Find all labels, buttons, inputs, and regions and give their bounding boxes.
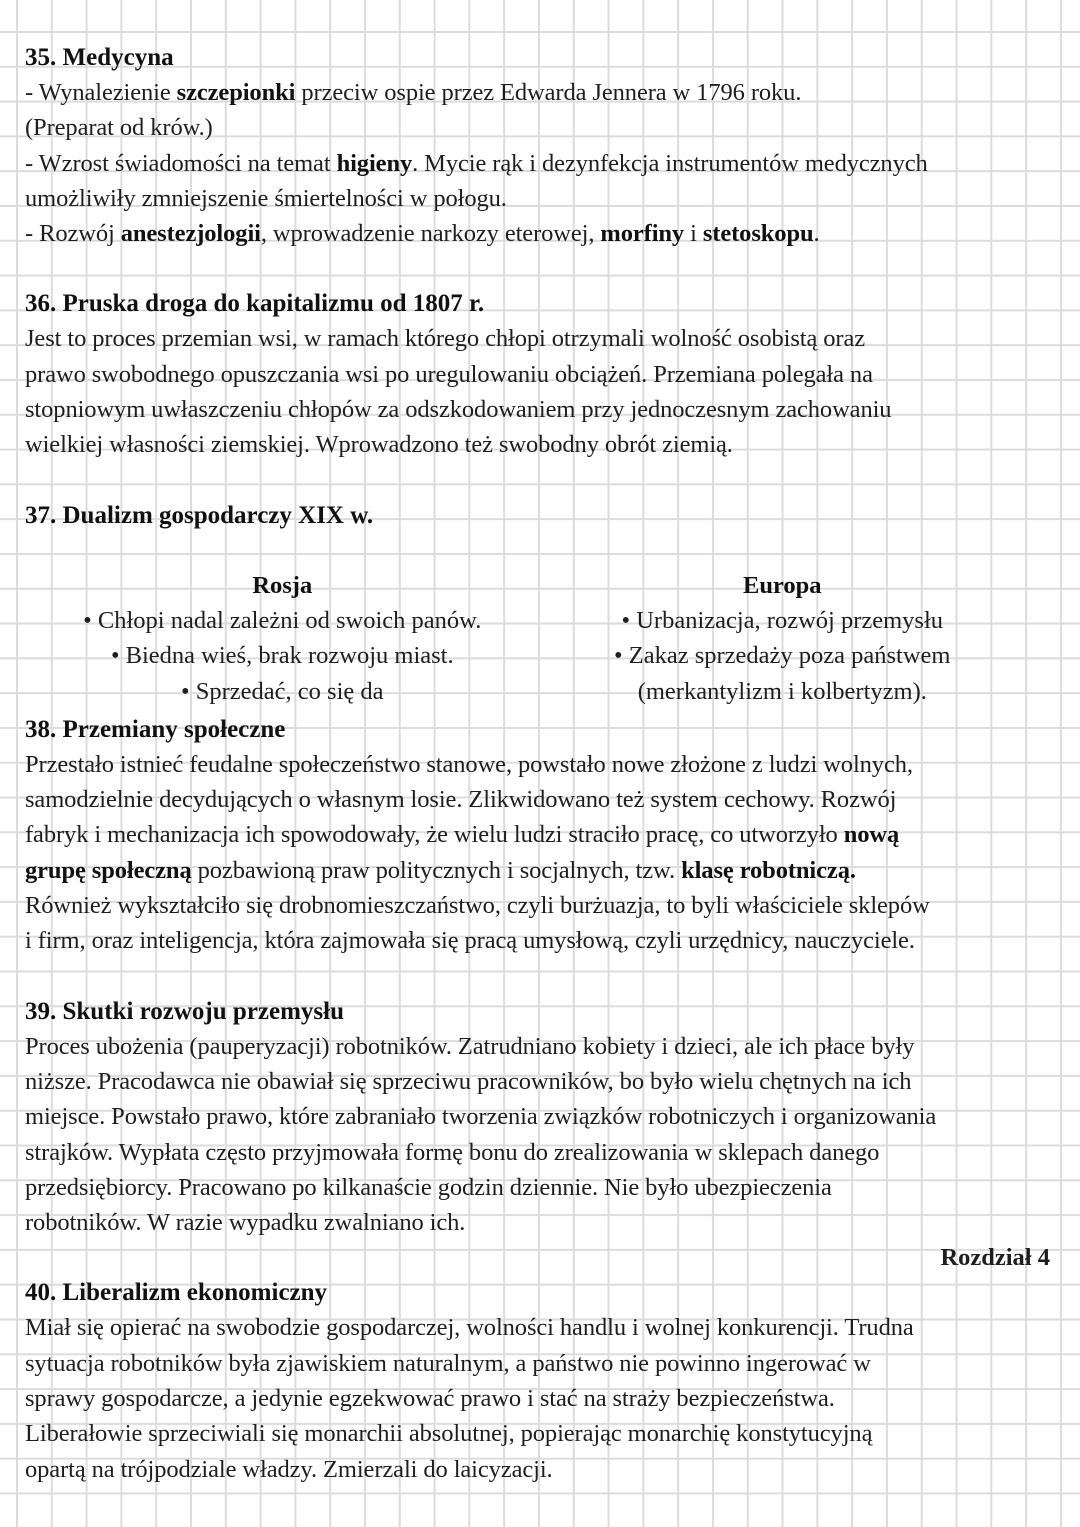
text-line: i firm, oraz inteligencja, która zajmowała się pracą umysłową, czyli urzędnicy, nauczyciele.: [25, 927, 915, 955]
notes-page: [25, 40, 1070, 1487]
column-rosja: [25, 568, 540, 709]
section-heading: 40. Liberalizm ekonomiczny: [25, 1279, 328, 1307]
text-line: Przestało istnieć feudalne społeczeństwo stanowe, powstało nowe złożone z ludzi wolnych,: [25, 750, 913, 778]
spacer: [25, 463, 1070, 498]
text-line: Miał się opierać na swobodzie gospodarczej, wolności handlu i wolnej konkurencji. Trudna: [25, 1314, 914, 1342]
text-line: robotników. W razie wypadku zwalniano ich.: [25, 1209, 466, 1237]
text-line: grupę społeczną pozbawioną praw politycznych i socjalnych, tzw. klasę robotniczą.: [25, 856, 856, 884]
section-37: [25, 498, 1070, 709]
text-line: sytuacja robotników była zjawiskiem naturalnym, a państwo nie powinno ingerować w: [25, 1349, 871, 1377]
chapter-label: Rozdział 4: [940, 1244, 1050, 1272]
text-line: niższe. Pracodawca nie obawiał się sprzeciwu pracowników, bo było wielu chętnych na ich: [25, 1067, 912, 1095]
section-38: [25, 712, 1070, 959]
section-35: [25, 40, 1070, 251]
column-title: Rosja: [252, 571, 313, 599]
text-line: - Wynalezienie szczepionki przeciw ospie przez Edwarda Jennera w 1796 roku.: [25, 79, 802, 106]
text-line: prawo swobodnego opuszczania wsi po uregulowaniu obciążeń. Przemiana polegała na: [25, 360, 873, 388]
spacer: [25, 959, 1070, 994]
column-title: Europa: [743, 571, 822, 599]
text-line: sprawy gospodarcze, a jedynie egzekwować prawo i stać na straży bezpieczeństwa.: [25, 1385, 835, 1413]
text-line: fabryk i mechanizacja ich spowodowały, że wielu ludzi straciło pracę, co utworzyło nową: [25, 821, 900, 849]
text-line: stopniowym uwłaszczeniu chłopów za odszkodowaniem przy jednoczesnym zachowaniu: [25, 396, 892, 424]
section-heading: 37. Dualizm gospodarczy XIX w.: [25, 501, 374, 529]
list-item: • Chłopi nadal zależni od swoich panów.: [83, 606, 482, 634]
text-line: przedsiębiorcy. Pracowano po kilkanaście godzin dziennie. Nie było ubezpieczenia: [25, 1173, 832, 1201]
section-body: [25, 1310, 1070, 1486]
comparison-columns: [25, 568, 1025, 709]
list-item: (merkantylizm i kolbertyzm).: [637, 677, 927, 705]
section-body: [25, 321, 1070, 462]
text-line: Jest to proces przemian wsi, w ramach którego chłopi otrzymali wolność osobistą oraz: [25, 325, 866, 353]
section-heading: 38. Przemiany społeczne: [25, 715, 286, 743]
text-line: - Rozwój anestezjologii, wprowadzenie narkozy eterowej, morfiny i stetoskopu.: [25, 220, 820, 248]
list-item: • Urbanizacja, rozwój przemysłu: [621, 606, 944, 634]
text-line: miejsce. Powstało prawo, które zabraniało tworzenia związków robotniczych i organizowania: [25, 1103, 937, 1131]
text-line: opartą na trójpodziale władzy. Zmierzali do laicyzacji.: [25, 1455, 553, 1483]
spacer: [25, 251, 1070, 286]
list-item: • Biedna wieś, brak rozwoju miast.: [110, 642, 454, 670]
text-line: - Wzrost świadomości na temat higieny. Mycie rąk i dezynfekcja instrumentów medycznych: [25, 149, 928, 177]
text-line: umożliwiły zmniejszenie śmiertelności w połogu.: [25, 184, 507, 212]
text-line: (Preparat od krów.): [25, 114, 213, 142]
section-36: [25, 286, 1070, 462]
list-item: • Zakaz sprzedaży poza państwem: [614, 642, 951, 670]
text-line: wielkiej własności ziemskiej. Wprowadzono też swobodny obrót ziemią.: [25, 431, 733, 459]
section-40: [25, 1275, 1070, 1486]
section-39: [25, 994, 1070, 1241]
column-europa: [540, 568, 1025, 709]
section-body: [25, 75, 1070, 251]
section-body: [25, 747, 1070, 959]
text-line: Liberałowie sprzeciwiali się monarchii absolutnej, popierając monarchię konstytucyjną: [25, 1420, 873, 1448]
text-line: Proces ubożenia (pauperyzacji) robotników. Zatrudniano kobiety i dzieci, ale ich płace były: [25, 1032, 915, 1060]
text-line: strajków. Wypłata często przyjmowała formę bonu do zrealizowania w sklepach danego: [25, 1138, 880, 1166]
section-heading: 35. Medycyna: [25, 44, 174, 71]
section-body: [25, 1029, 1070, 1241]
section-heading: 39. Skutki rozwoju przemysłu: [25, 997, 345, 1025]
text-line: samodzielnie decydujących o własnym losie. Zlikwidowano też system cechowy. Rozwój: [25, 786, 897, 814]
list-item: • Sprzedać, co się da: [181, 677, 384, 705]
section-heading: 36. Pruska droga do kapitalizmu od 1807 r.: [25, 290, 485, 318]
text-line: Również wykształciło się drobnomieszczaństwo, czyli burżuazja, to byli właściciele sklepów: [25, 892, 930, 920]
